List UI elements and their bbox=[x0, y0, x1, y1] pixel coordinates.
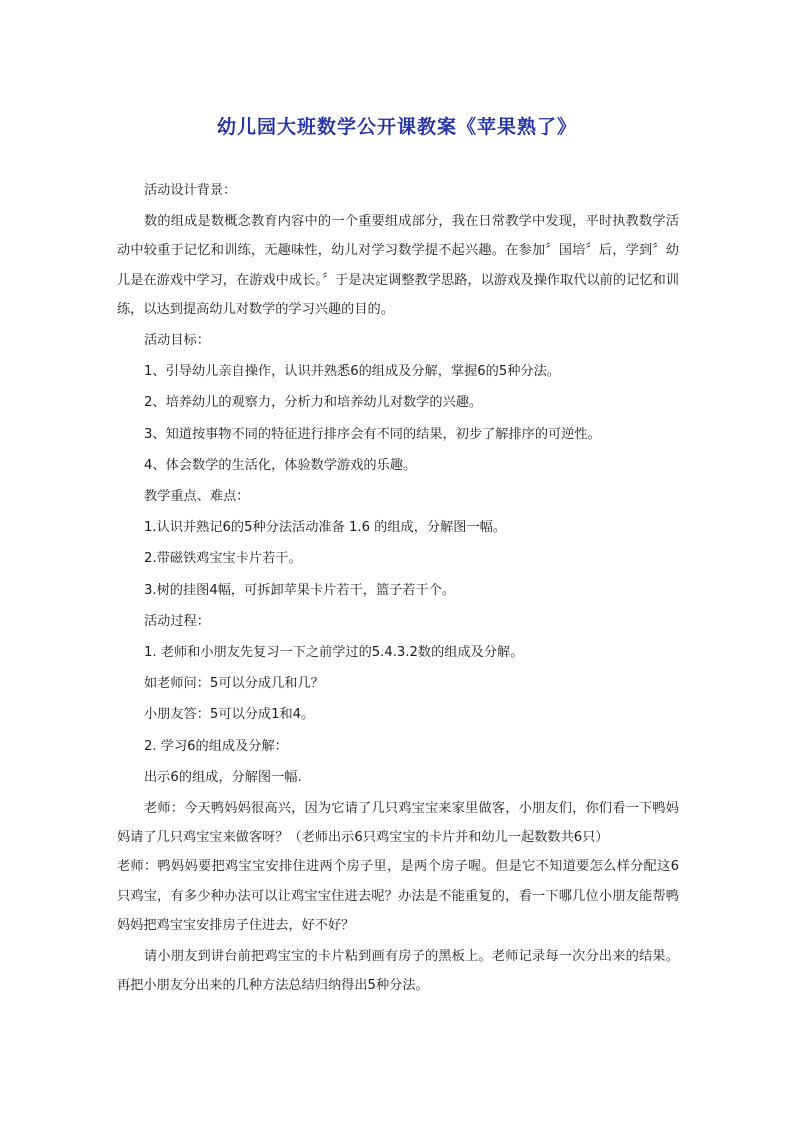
paragraph-background-heading: 活动设计背景： bbox=[144, 183, 237, 198]
paragraph-background-text: 数的组成是数概念教育内容中的一个重要组成部分，我在日常教学中发现，平时执教数学活动中较重于记忆和训练，无趣味性，幼儿对学习数学提不起兴趣。在参加〞国培〞后，学到〞幼儿是在游戏中学习，在游戏中成长。〞于是决定调整教学思路，以游戏及操作取代以前的记忆和训练，以达到提高幼儿对数学的学习兴趣的目的。 bbox=[117, 214, 679, 317]
paragraph-keypoint-2: 2.带磁铁鸡宝宝卡片若干。 bbox=[144, 551, 302, 567]
paragraph-keypoint-3: 3.树的挂图4幅，可拆卸苹果卡片若干，篮子若干个。 bbox=[144, 582, 456, 598]
paragraph-show-diagram: 出示6的组成，分解图一幅. bbox=[144, 769, 302, 785]
paragraph-process-step-2: 2. 学习6的组成及分解： bbox=[144, 738, 288, 754]
paragraph-goal-3: 3、知道按事物不同的特征进行排序会有不同的结果，初步了解排序的可逆性。 bbox=[144, 426, 601, 442]
paragraph-process-step-1: 1. 老师和小朋友先复习一下之前学过的5.4.3.2数的组成及分解。 bbox=[144, 645, 524, 661]
paragraph-teacher-story-2: 老师：鸭妈妈要把鸡宝宝安排住进两个房子里，是两个房子喔。但是它不知道要怎么样分配这6只鸡宝，有多少种办法可以让鸡宝宝住进去呢？办法是不能重复的，看一下哪几位小朋友能帮鸭妈妈把鸡宝宝安排房子住进去，好不好？ bbox=[117, 859, 679, 933]
paragraph-goal-2: 2、培养幼儿的观察力，分析力和培养幼儿对数学的兴趣。 bbox=[144, 395, 483, 411]
document-body bbox=[117, 176, 679, 1002]
paragraph-process-heading: 活动过程： bbox=[144, 613, 210, 629]
paragraph-child-answer: 小朋友答：5可以分成1和4。 bbox=[144, 707, 315, 723]
paragraph-goal-4: 4、体会数学的生活化，体验数学游戏的乐趣。 bbox=[144, 457, 417, 473]
paragraph-goal-1: 1、引导幼儿亲自操作，认识并熟悉6的组成及分解，掌握6的5种分法。 bbox=[144, 364, 560, 380]
paragraph-goals-heading: 活动目标： bbox=[144, 333, 210, 349]
paragraph-keypoint-1: 1.认识并熟记6的5种分法活动准备 1.6 的组成，分解图一幅。 bbox=[144, 520, 507, 536]
paragraph-keypoints-heading: 教学重点、难点： bbox=[144, 489, 250, 505]
paragraph-teacher-story-1: 老师：今天鸭妈妈很高兴，因为它请了几只鸡宝宝来家里做客，小朋友们，你们看一下鸭妈妈请了几只鸡宝宝来做客呀？（老师出示6只鸡宝宝的卡片并和幼儿一起数数共6只） bbox=[117, 801, 679, 846]
document-title: 幼儿园大班数学公开课教案《苹果熟了》 bbox=[216, 116, 577, 138]
paragraph-teacher-question: 如老师问：5可以分成几和几？ bbox=[144, 676, 324, 692]
paragraph-activity-summary: 请小朋友到讲台前把鸡宝宝的卡片粘到画有房子的黑板上。老师记录每一次分出来的结果。再把小朋友分出来的几种方法总结归纳得出5种分法。 bbox=[117, 949, 679, 994]
